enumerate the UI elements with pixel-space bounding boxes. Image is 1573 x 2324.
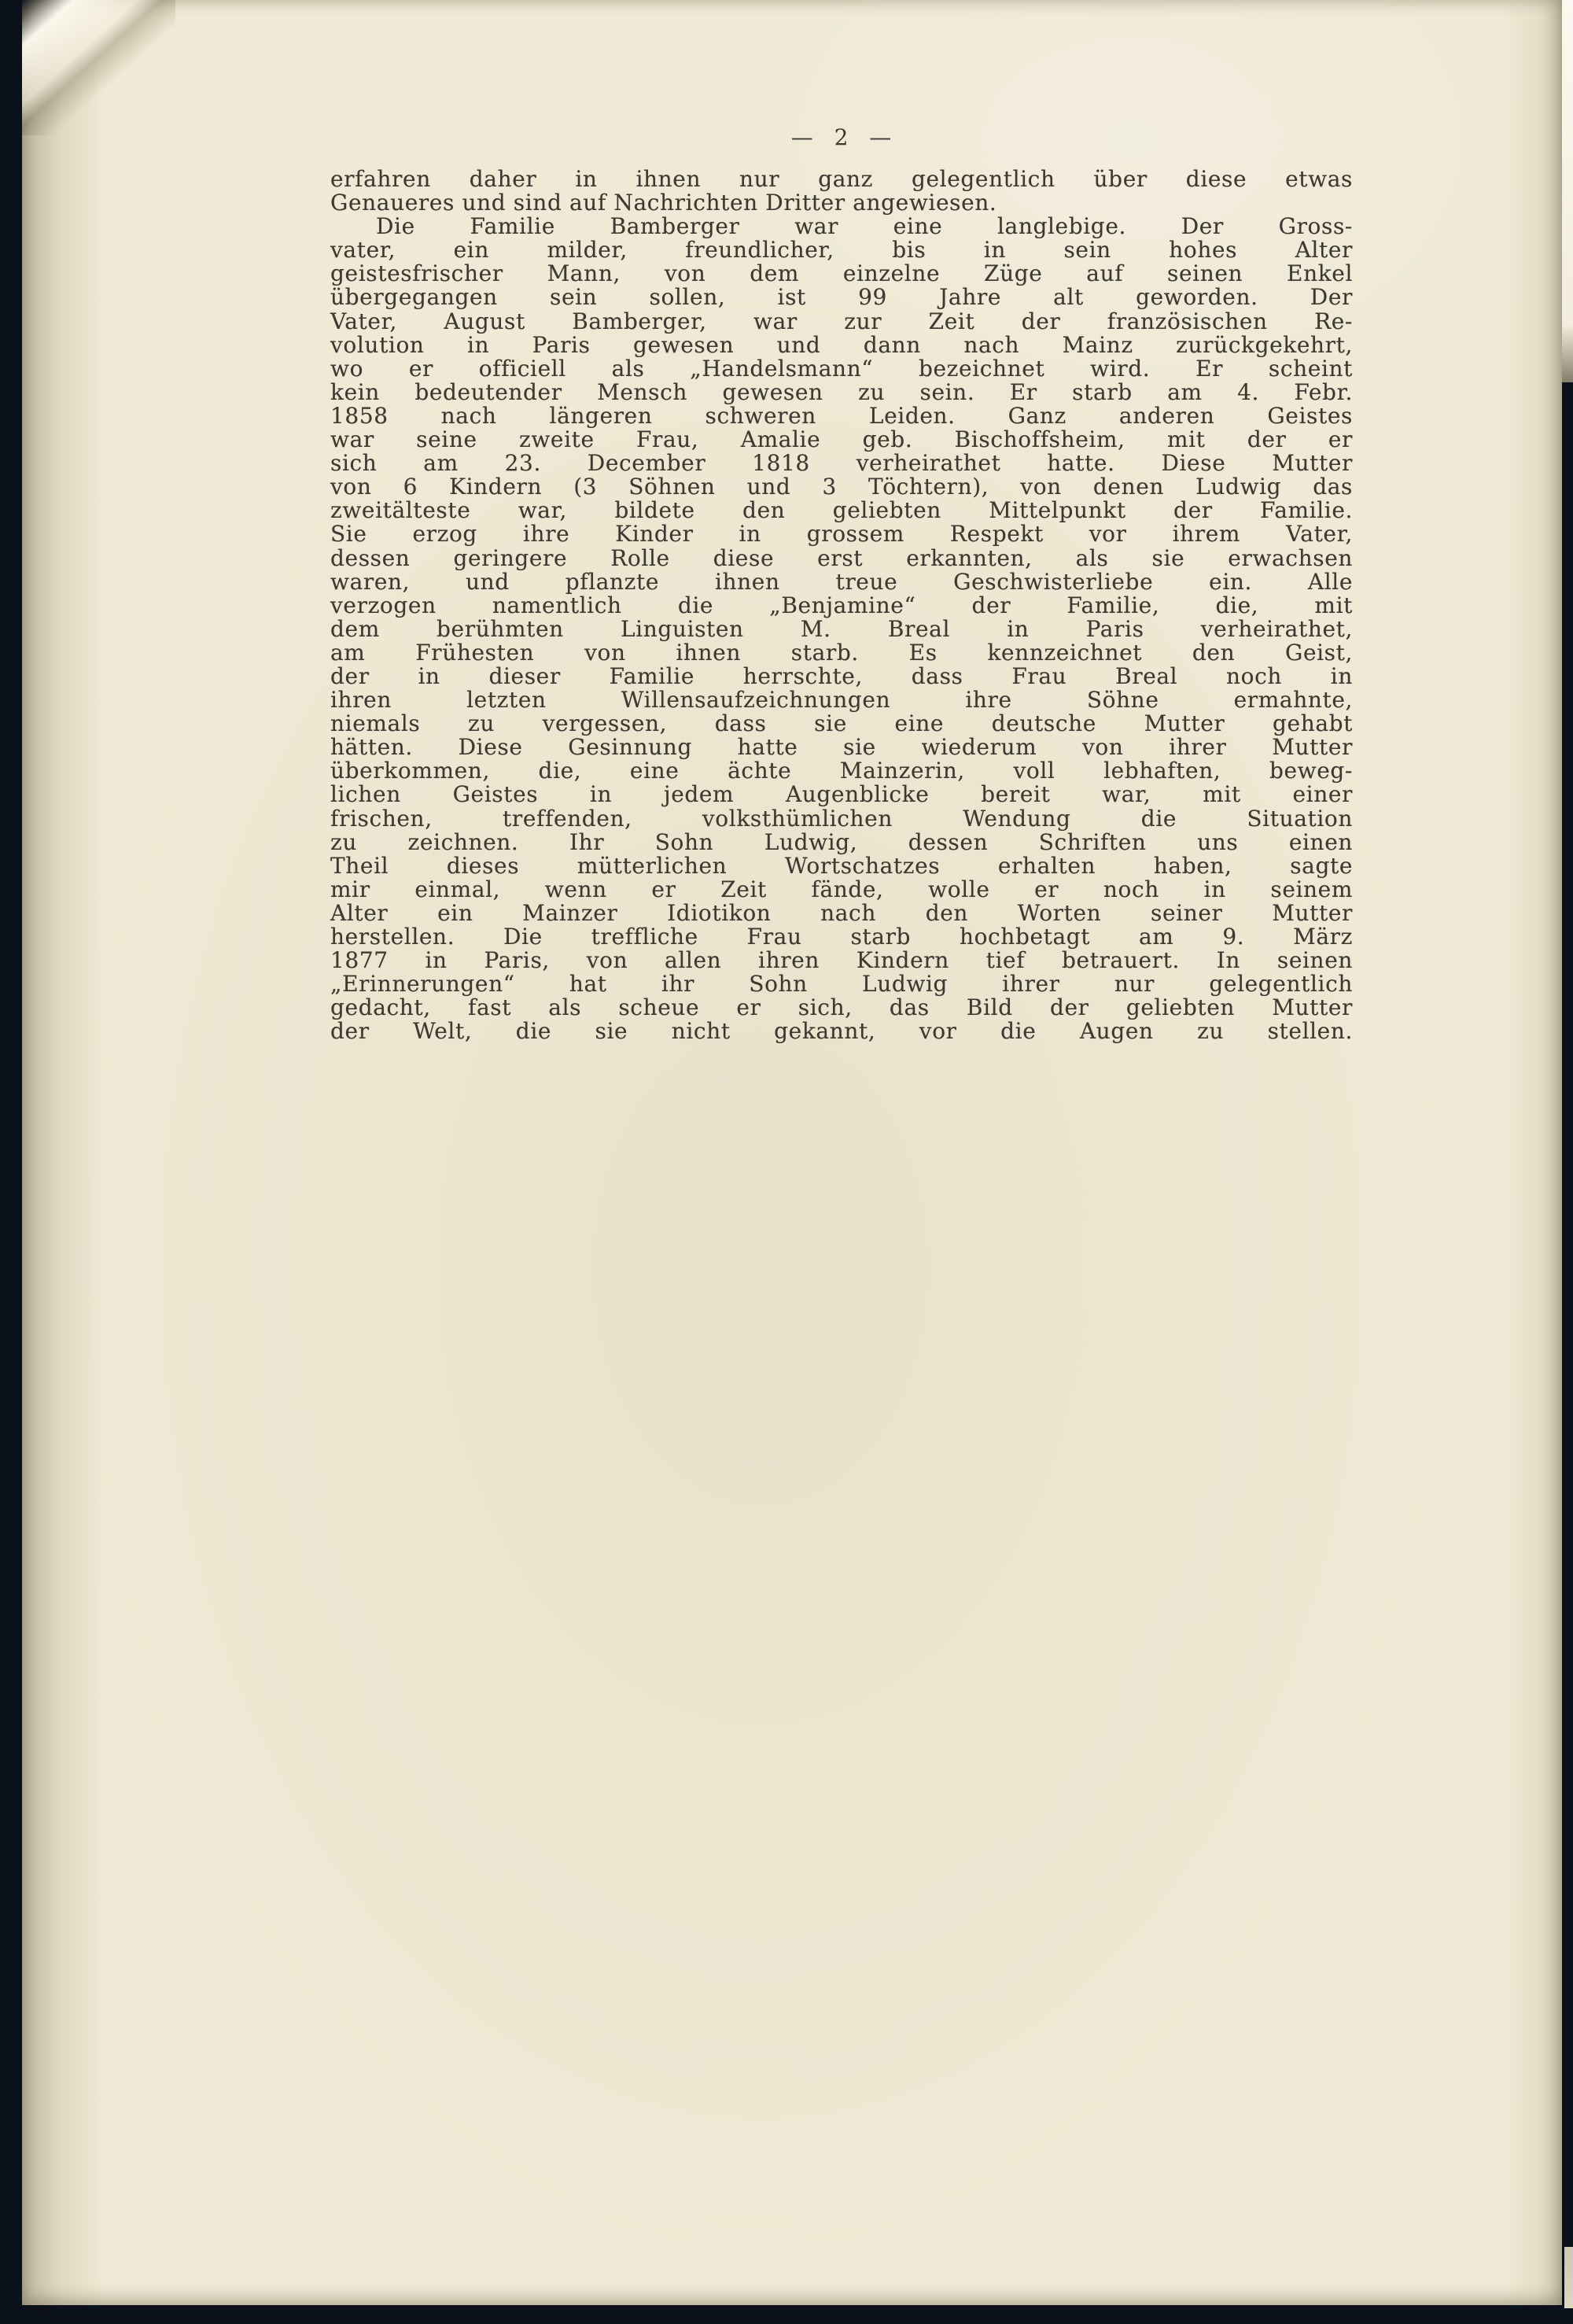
text-line: kein bedeutender Mensch gewesen zu sein. Er starb am 4. Febr. [330,378,1353,405]
text-line: übergegangen sein sollen, ist 99 Jahre alt geworden. Der [330,284,1353,311]
text-line: Vater, August Bamberger, war zur Zeit der französischen Re- [330,308,1353,334]
text-line: sich am 23. December 1818 verheirathet hatte. Diese Mutter [330,450,1353,477]
book-page [22,0,1562,2305]
text-line: gedacht, fast als scheue er sich, das Bild der geliebten Mutter [330,994,1353,1021]
text-line: war seine zweite Frau, Amalie geb. Bischoffsheim, mit der er [330,426,1353,453]
page-number: — 2 — [790,124,893,150]
text-line: frischen, treffenden, volksthümlichen Wendung die Situation [330,805,1353,832]
adjacent-page-edge-top [1562,0,1573,382]
text-line: dem berühmten Linguisten M. Breal in Paris verheirathet, [330,615,1353,642]
text-line: Die Familie Bamberger war eine langlebige. Der Gross- [376,213,1353,240]
text-line: hätten. Diese Gesinnung hatte sie wiederum von ihrer Mutter [330,734,1353,761]
text-line: ihren letzten Willensaufzeichnungen ihre Söhne ermahnte, [330,687,1353,714]
text-line: geistesfrischer Mann, von dem einzelne Züge auf seinen Enkel [330,260,1353,287]
text-line: volution in Paris gewesen und dann nach Mainz zurückgekehrt, [330,331,1353,358]
text-line: herstellen. Die treffliche Frau starb hochbetagt am 9. März [330,924,1353,950]
text-line: vater, ein milder, freundlicher, bis in sein hohes Alter [330,237,1353,264]
text-line: am Frühesten von ihnen starb. Es kennzeichnet den Geist, [330,639,1353,666]
text-line: niemals zu vergessen, dass sie eine deutsche Mutter gehabt [330,710,1353,737]
text-line: Genaueres und sind auf Nachrichten Dritter angewiesen. [330,190,997,216]
text-line: von 6 Kindern (3 Söhnen und 3 Töchtern), von denen Ludwig das [330,474,1353,500]
text-line: der in dieser Familie herrschte, dass Frau Breal noch in [330,662,1353,689]
text-line: Sie erzog ihre Kinder in grossem Respekt vor ihrem Vater, [330,521,1353,548]
text-line: 1858 nach längeren schweren Leiden. Ganz anderen Geistes [330,402,1353,429]
text-line: zweitälteste war, bildete den geliebten Mittelpunkt der Familie. [330,497,1353,524]
text-line: der Welt, die sie nicht gekannt, vor die Augen zu stellen. [330,1018,1353,1045]
text-line: überkommen, die, eine ächte Mainzerin, voll lebhaften, beweg- [330,758,1353,784]
text-line: Theil dieses mütterlichen Wortschatzes erhalten haben, sagte [330,852,1353,879]
text-line: „Erinnerungen“ hat ihr Sohn Ludwig ihrer nur gelegentlich [330,971,1353,998]
text-line: zu zeichnen. Ihr Sohn Ludwig, dessen Schriften uns einen [330,828,1353,855]
text-line: verzogen namentlich die „Benjamine“ der Familie, die, mit [330,592,1353,618]
text-line: lichen Geistes in jedem Augenblicke bereit war, mit einer [330,781,1353,808]
page-text [330,168,1353,1043]
text-line: erfahren daher in ihnen nur ganz gelegentlich über diese etwas [330,166,1353,192]
page-corner-fold [22,0,175,135]
text-line: wo er officiell als „Handelsmann“ bezeichnet wird. Er scheint [330,355,1353,382]
adjacent-page-edge-bottom [1564,2247,1573,2308]
text-line: 1877 in Paris, von allen ihren Kindern tief betrauert. In seinen [330,947,1353,974]
text-line: Alter ein Mainzer Idiotikon nach den Worten seiner Mutter [330,899,1353,926]
text-line: dessen geringere Rolle diese erst erkannten, als sie erwachsen [330,544,1353,571]
text-line: mir einmal, wenn er Zeit fände, wolle er noch in seinem [330,876,1353,902]
text-line: waren, und pflanzte ihnen treue Geschwisterliebe ein. Alle [330,568,1353,595]
